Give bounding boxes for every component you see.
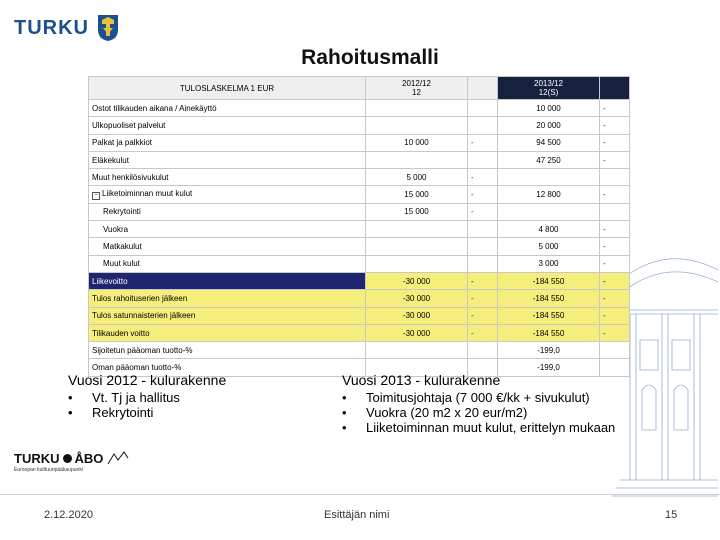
table-row[interactable]: Ulkopuoliset palvelut 20 000 - [89,117,630,134]
income-statement-table [88,76,630,377]
cost-2013-heading: Vuosi 2013 - kulurakenne [342,372,501,388]
table-header [89,77,630,100]
dot-icon [63,454,72,463]
table-row[interactable]: Ostot tilikauden aikana / Ainekäyttö 10 000 - [89,100,630,117]
table-row[interactable]: Palkat ja palkkiot 10 000 - 94 500 - [89,134,630,151]
turku-abo-logo: TURKU ÅBO Euroopan kulttuuripääkaupunki [14,450,130,473]
footer-presenter: Esittäjän nimi [324,509,390,521]
table-row-highlighted[interactable]: Tilikauden voitto -30 000 - -184 550 - [89,324,630,341]
list-item: • Liiketoiminnan muut kulut, erittelyn mukaan [342,420,672,435]
table-row[interactable]: Muut henkilösivukulut 5 000 - [89,169,630,186]
table-row[interactable]: Rekrytointi 15 000 - [89,203,630,220]
footer-divider [0,494,720,495]
table-row-highlighted[interactable]: Tulos rahoituserien jälkeen -30 000 - -184 550 - [89,290,630,307]
table-row[interactable]: Muut kulut 3 000 - [89,255,630,272]
collapse-toggle-icon[interactable]: − [92,192,100,200]
list-item: • Toimitusjohtaja (7 000 €/kk + sivukulut) [342,390,672,405]
table-row[interactable]: Sijoitetun pääoman tuotto-% -199,0 [89,342,630,359]
footer-date: 2.12.2020 [44,509,93,521]
sparkle-icon [106,450,130,466]
cost-2012-heading: Vuosi 2012 - kulurakenne [68,372,227,388]
turku-logo [14,14,119,42]
cost-structure-2012 [68,372,328,420]
logo-text: TURKU [14,16,89,39]
list-item: • Rekrytointi [68,405,328,420]
table-row-highlighted[interactable]: Tulos satunnaisterien jälkeen -30 000 - -184 550 - [89,307,630,324]
table-row[interactable]: Vuokra 4 800 - [89,221,630,238]
list-item: • Vt. Tj ja hallitus [68,390,328,405]
cost-structure-2013 [342,372,672,435]
table-header-label: TULOSLASKELMA 1 EUR [89,77,366,100]
turku-crest-icon [97,14,119,42]
list-item: • Vuokra (20 m2 x 20 eur/m2) [342,405,672,420]
brand-subtitle: Euroopan kulttuuripääkaupunki [14,467,83,473]
table-row-selected[interactable]: Liikevoitto -30 000 - -184 550 - [89,272,630,289]
slide-title: Rahoitusmalli [301,46,439,69]
table-row[interactable]: Matkakulut 5 000 - [89,238,630,255]
column-header-2012: 2012/12 12 [366,77,468,100]
table-row[interactable]: Oman pääoman tuotto-% -199,0 [89,359,630,376]
footer-page-number: 15 [665,509,678,521]
table-row-expandable[interactable]: − Liiketoiminnan muut kulut 15 000 - 12 800 - [89,186,630,203]
column-header-2013: 2013/12 12(S) [498,77,600,100]
table-row[interactable]: Eläkekulut 47 250 - [89,151,630,168]
